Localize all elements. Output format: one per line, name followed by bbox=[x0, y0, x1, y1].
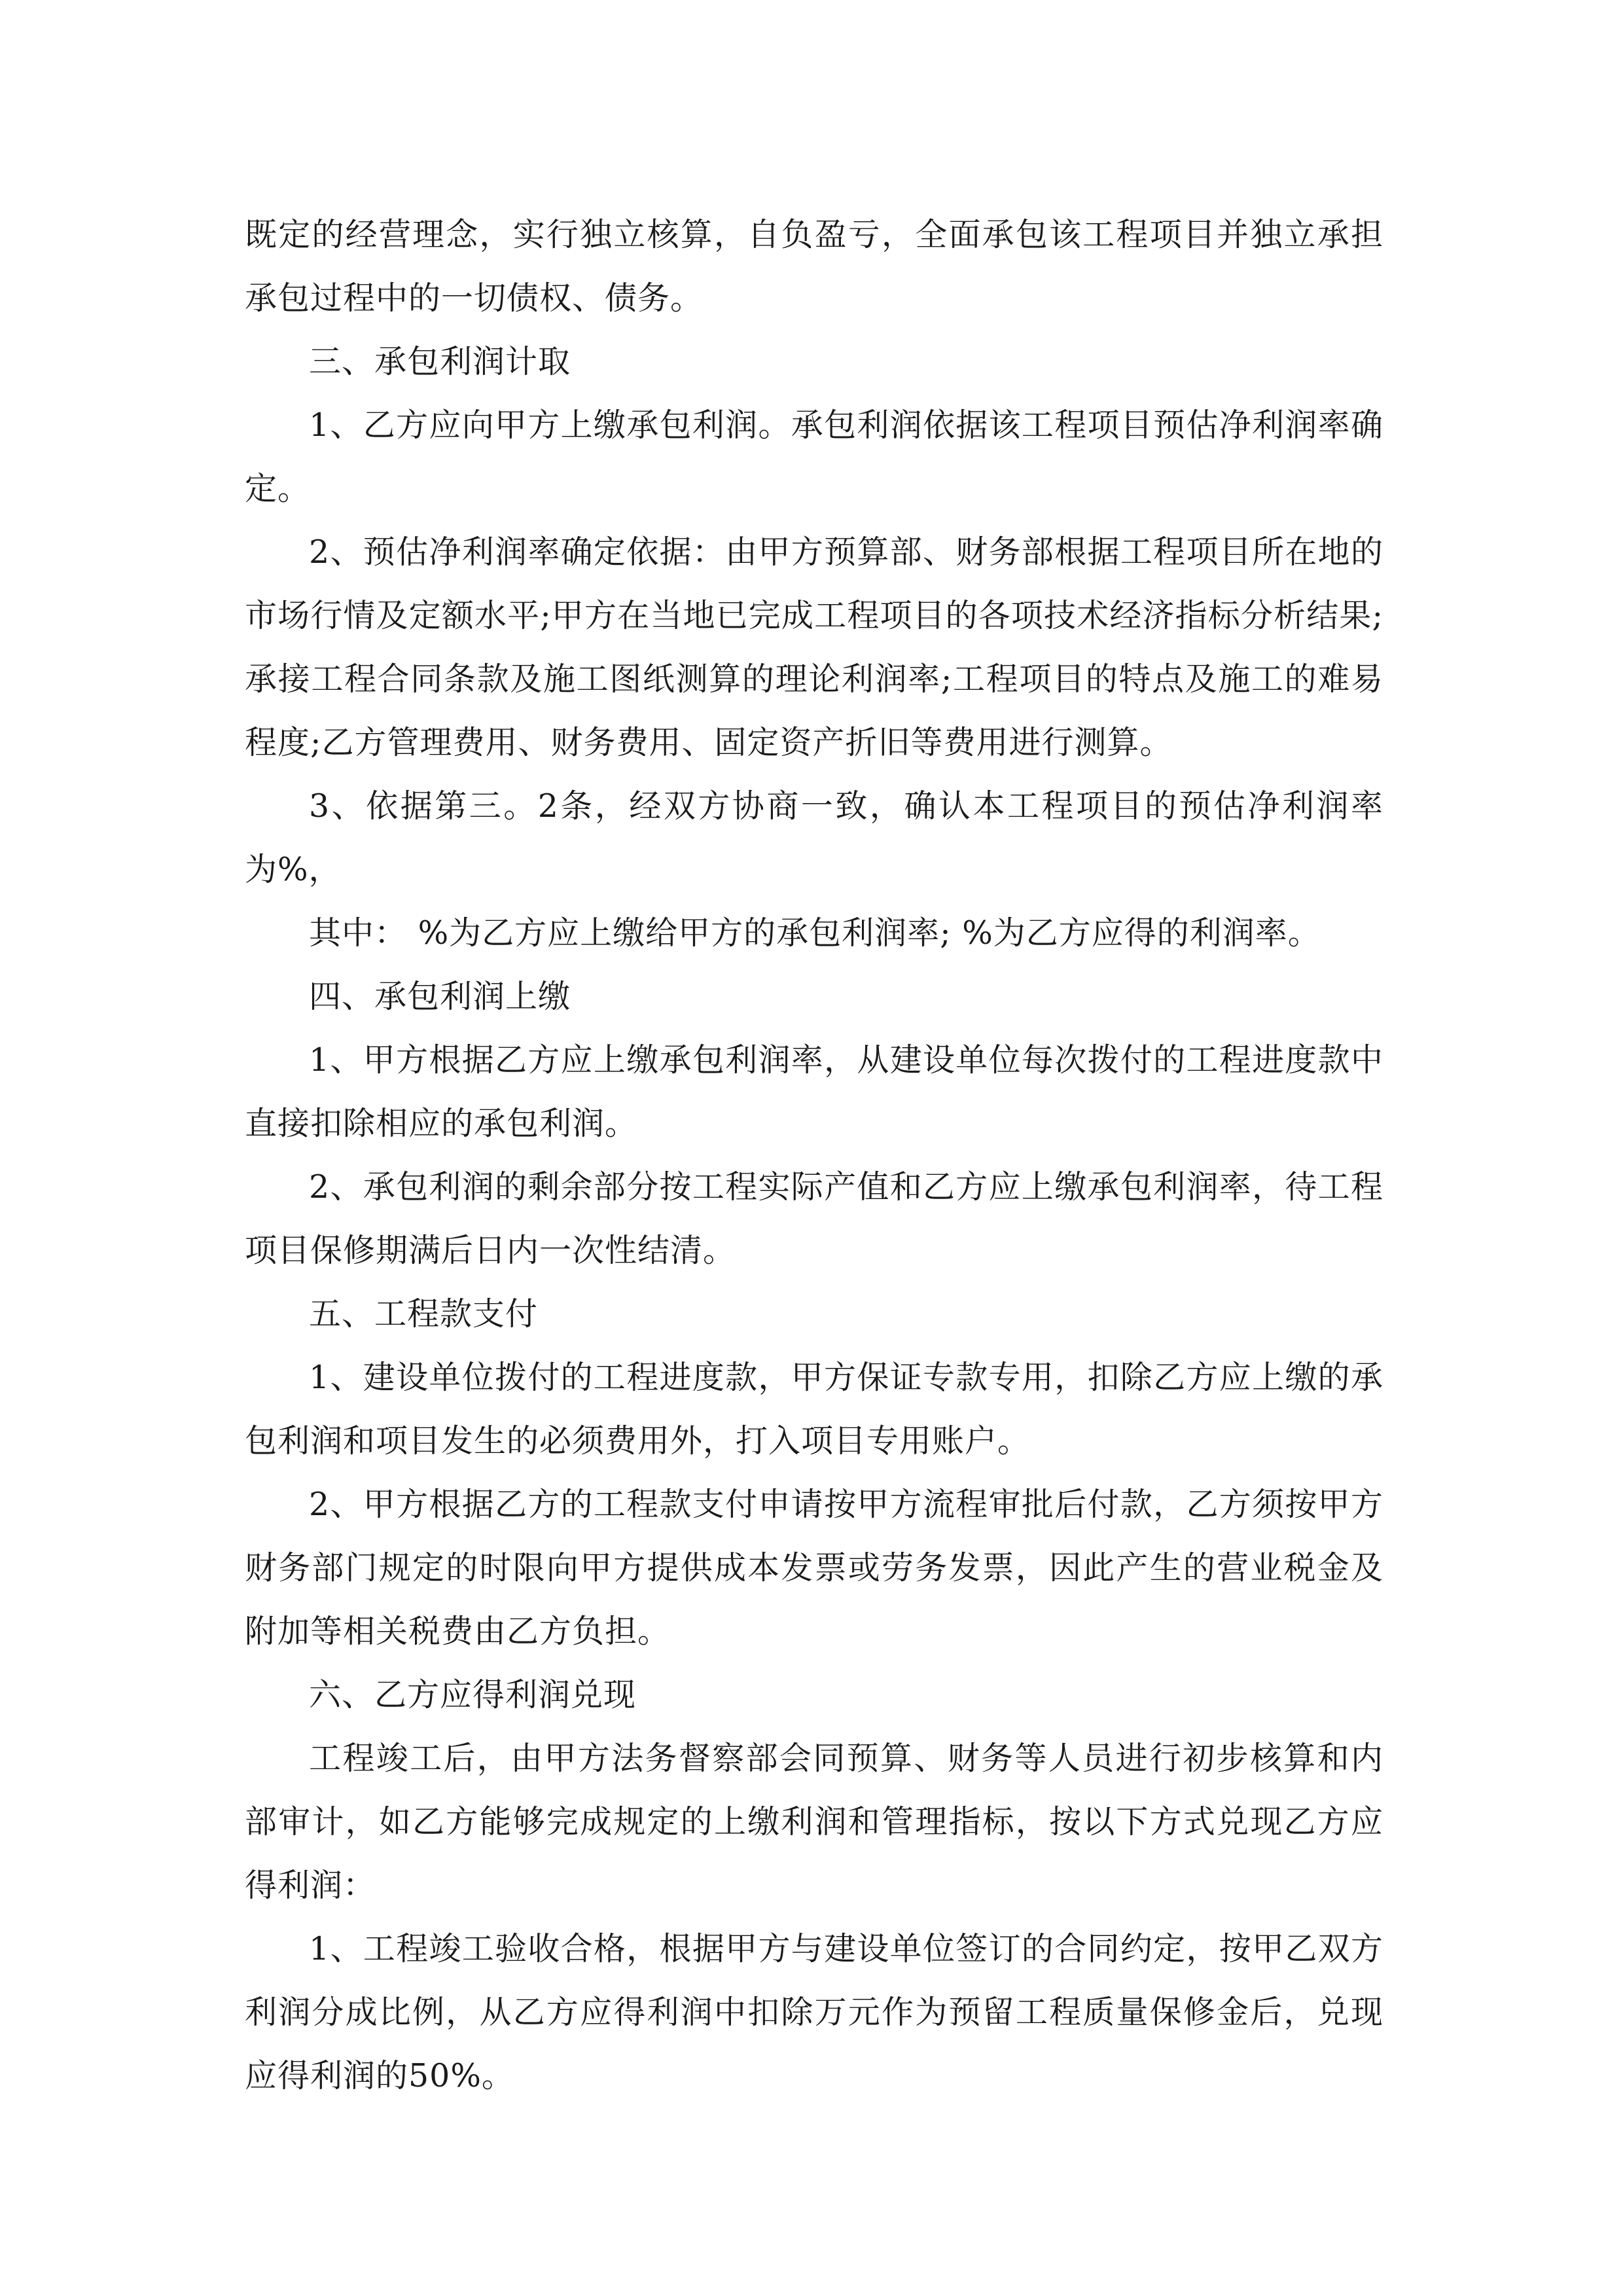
clause-3-3-detail: 其中： %为乙方应上缴给甲方的承包利润率; %为乙方应得的利润率。 bbox=[309, 914, 1321, 952]
clause-6-1: 1、工程竣工验收合格，根据甲方与建设单位签订的合同约定，按甲乙双方利润分成比例，从乙方应得利润中扣除万元作为预留工程质量保修金后，兑现应得利润的50%。 bbox=[245, 1930, 1383, 2094]
section-heading-6: 六、乙方应得利润兑现 bbox=[309, 1676, 637, 1713]
clause-3-3: 3、依据第三。2条，经双方协商一致，确认本工程项目的预估净利润率为%， bbox=[245, 787, 1383, 888]
clause-5-2: 2、甲方根据乙方的工程款支付申请按甲方流程审批后付款，乙方须按甲方财务部门规定的时限向甲方提供成本发票或劳务发票，因此产生的营业税金及附加等相关税费由乙方负担。 bbox=[245, 1486, 1383, 1650]
clause-5-1: 1、建设单位拨付的工程进度款，甲方保证专款专用，扣除乙方应上缴的承包利润和项目发生的必须费用外，打入项目专用账户。 bbox=[245, 1359, 1383, 1460]
section-heading-4: 四、承包利润上缴 bbox=[309, 978, 571, 1015]
section-heading-5: 五、工程款支付 bbox=[309, 1295, 539, 1333]
section-heading-3: 三、承包利润计取 bbox=[309, 343, 571, 380]
clause-3-2: 2、预估净利润率确定依据：由甲方预算部、财务部根据工程项目所在地的市场行情及定额水平;甲方在当地已完成工程项目的各项技术经济指标分析结果;承接工程合同条款及施工图纸测算的理论利润率;工程项目的特点及施工的难易程度;乙方管理费用、财务费用、固定资产折旧等费用进行测算。 bbox=[245, 533, 1383, 761]
clause-4-1: 1、甲方根据乙方应上缴承包利润率，从建设单位每次拨付的工程进度款中直接扣除相应的承包利润。 bbox=[245, 1041, 1383, 1142]
paragraph-continuation: 既定的经营理念，实行独立核算，自负盈亏，全面承包该工程项目并独立承担承包过程中的一切债权、债务。 bbox=[245, 216, 1383, 317]
document-body bbox=[245, 203, 1383, 2108]
clause-3-1: 1、乙方应向甲方上缴承包利润。承包利润依据该工程项目预估净利润率确定。 bbox=[245, 406, 1383, 507]
clause-4-2: 2、承包利润的剩余部分按工程实际产值和乙方应上缴承包利润率，待工程项目保修期满后日内一次性结清。 bbox=[245, 1168, 1383, 1269]
clause-6-intro: 工程竣工后，由甲方法务督察部会同预算、财务等人员进行初步核算和内部审计，如乙方能够完成规定的上缴利润和管理指标，按以下方式兑现乙方应得利润： bbox=[245, 1740, 1383, 1904]
